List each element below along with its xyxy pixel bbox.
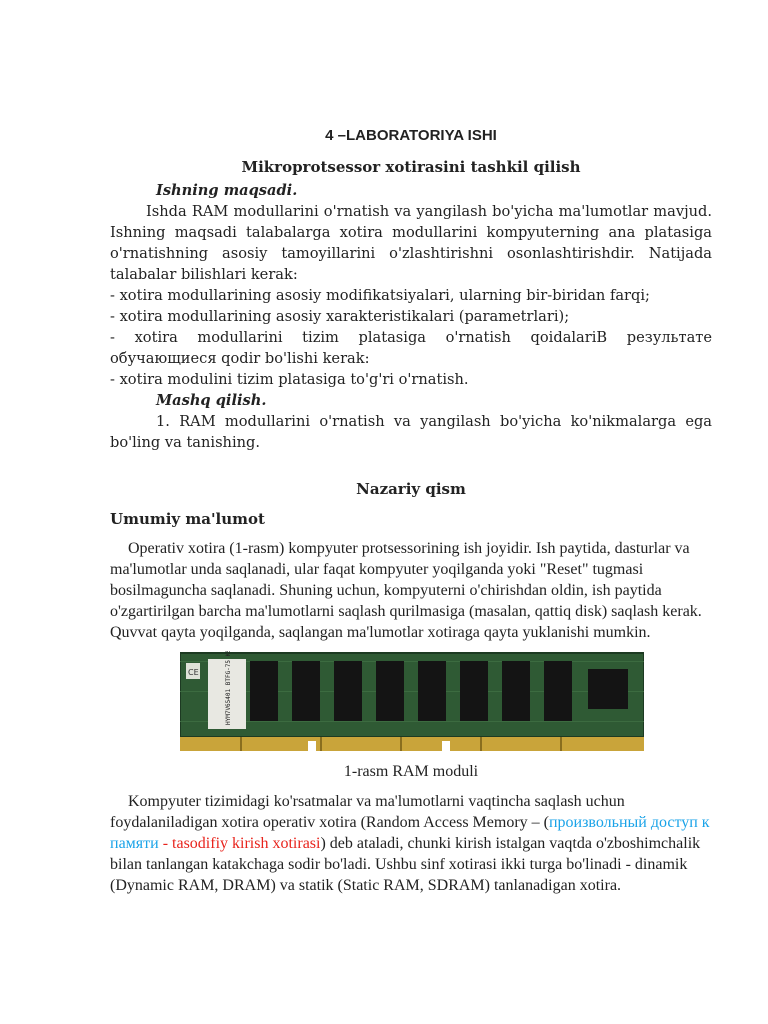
theory-paragraph-2 bbox=[110, 791, 712, 896]
p2-end-text: ) deb ataladi, chunki kirish istalgan vaqtda o'zboshimchalik bilan tanlangan katakchaga sodir bo'ladi. Ushbu sinf xotirasi ikki turga bo'linadi - dinamik (Dynamic RAM, DRAM) va statik (Static RAM, SDRAM) tanlanadigan xotira. bbox=[110, 835, 701, 894]
purpose-heading: Ishning maqsadi. bbox=[156, 182, 298, 199]
theory-subheading: Umumiy ma'lumot bbox=[110, 510, 265, 528]
ram-module-image bbox=[180, 651, 644, 751]
document-subtitle: Mikroprotsessor xotirasini tashkil qilish bbox=[241, 158, 581, 176]
purpose-list bbox=[110, 285, 712, 390]
p2-start-text: Kompyuter tizimidagi ko'rsatmalar va ma'lumotlarni vaqtincha saqlash uchun foydalaniladigan xotira operativ xotira (Random Access Memory – ( bbox=[110, 793, 625, 831]
uzbek-term: tasodifiy kirish xotirasi bbox=[172, 835, 321, 852]
svg-text:CE: CE bbox=[188, 668, 199, 677]
figure-caption: 1-rasm RAM moduli bbox=[343, 763, 479, 780]
document-page bbox=[110, 124, 712, 896]
exercise-heading: Mashq qilish. bbox=[156, 392, 267, 409]
purpose-paragraph: Ishda RAM modullarini o'rnatish va yangilash bo'yicha ma'lumotlar mavjud. Ishning maqsadi talabalarga xotira modullarini kompyuterning ana platasiga o'rnatishning asosiy tamoyillarini o'zlashtirishni osonlashtirishdir. Natijada talabalar bilishlari kerak: bbox=[110, 203, 712, 283]
list-item: - xotira modulini tizim platasiga to'g'ri o'rnatish. bbox=[110, 371, 469, 388]
list-item: - xotira modullarining asosiy xarakteristikalari (parametrlari); bbox=[110, 308, 570, 325]
list-item: - xotira modullarini tizim platasiga o'rnatish qoidalariВ результате обучающиеся qodir bo'lishi kerak: bbox=[110, 329, 712, 367]
russian-term: произвольный доступ к памяти bbox=[110, 814, 710, 852]
theory-title: Nazariy qism bbox=[356, 480, 466, 498]
lab-title: 4 –LABORATORIYA ISHI bbox=[325, 127, 497, 144]
term-dash: - bbox=[158, 835, 173, 852]
theory-paragraph-1: Operativ xotira (1-rasm) kompyuter protsessorining ish joyidir. Ish paytida, dasturlar va ma'lumotlar unda saqlanadi, ular faqat kompyuter yoqilganda yoki "Reset" tugmasi bosilmaguncha saqlanadi. Shuning uchun, kompyuterni o'chirishdan oldin, ish paytida o'zgartirilgan barcha ma'lumotlarni saqlash qurilmasiga (masalan, qattiq disk) saqlash kerak. Quvvat qayta yoqilganda, saqlangan ma'lumotlar xotiraga qayta yuklanishi mumkin. bbox=[110, 540, 702, 641]
module-label-text: HYM7V65401 BTFG-75 KS bbox=[225, 651, 232, 725]
list-item: - xotira modullarining asosiy modifikatsiyalari, ularning bir-biridan farqi; bbox=[110, 287, 650, 304]
exercise-paragraph: 1. RAM modullarini o'rnatish va yangilash bo'yicha ko'nikmalarga ega bo'ling va tanishing. bbox=[110, 413, 712, 451]
ram-module-figure bbox=[180, 651, 644, 751]
